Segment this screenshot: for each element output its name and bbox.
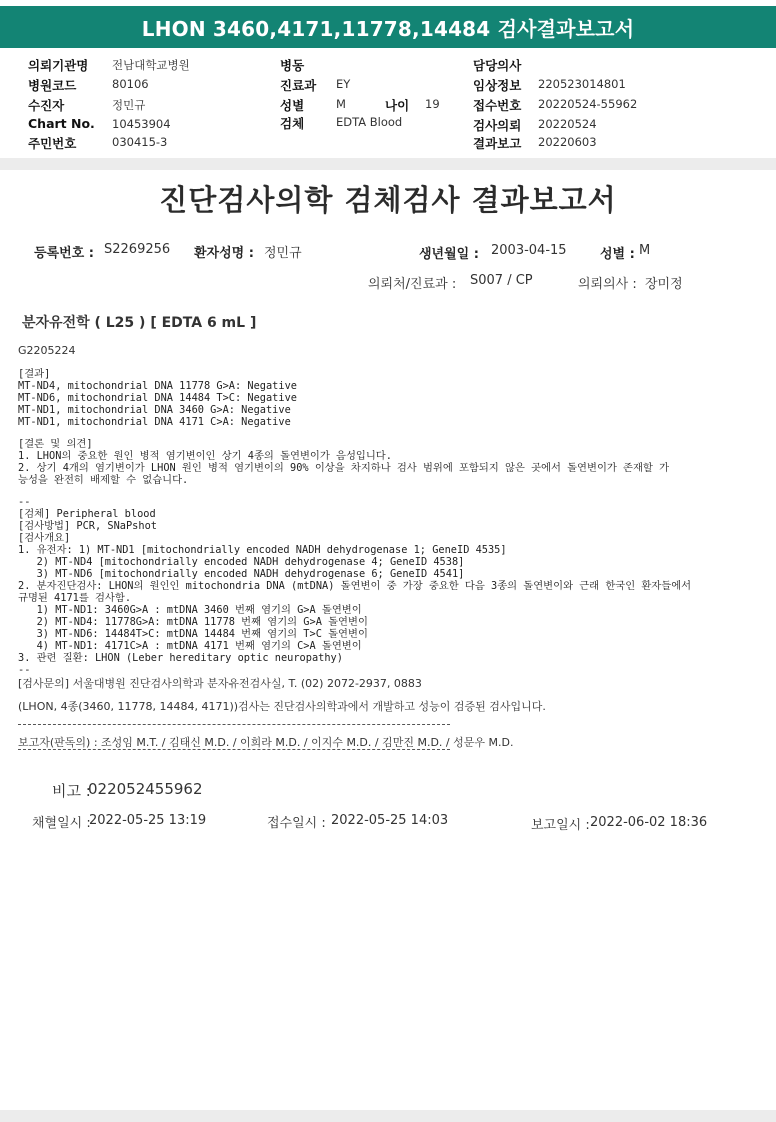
summary-label-request-date: 검사의뢰: [473, 118, 522, 133]
referring-doctor-value: 장미정: [645, 277, 683, 292]
section-heading: 분자유전학 ( L25 ) [ EDTA 6 mL ]: [22, 315, 257, 331]
summary-value-sex: M: [336, 97, 346, 111]
summary-value-department: EY: [336, 77, 351, 91]
registration-value: S2269256: [104, 242, 171, 257]
patient-name-value: 정민규: [264, 246, 302, 261]
summary-label-ward: 병동: [280, 58, 305, 73]
summary-label-patient: 수진자: [28, 98, 65, 113]
reporter-line: 보고자(판독의) : 조성임 M.T. / 김태신 M.D. / 이희라 M.D. / 이지수 M.D. / 김만진 M.D. / 성문우 M.D.: [18, 736, 514, 749]
dashed-rule-bottom: [18, 749, 450, 750]
department-value: S007 / CP: [470, 273, 533, 288]
summary-label-sex: 성별: [280, 98, 305, 113]
summary-label-chart-no: Chart No.: [28, 116, 95, 131]
summary-value-chart-no: 10453904: [112, 117, 171, 131]
specimen-id: G2205224: [18, 344, 76, 357]
summary-label-age: 나이: [385, 98, 410, 113]
birthdate-label: 생년월일 :: [419, 247, 479, 262]
report-time-label: 보고일시 :: [531, 818, 590, 833]
patient-name-label: 환자성명 :: [194, 246, 254, 261]
summary-value-request-date: 20220524: [538, 117, 597, 131]
development-note: (LHON, 4종(3460, 11778, 14484, 4171))검사는 진단검사의학과에서 개발하고 성능이 검증된 검사입니다.: [18, 700, 546, 713]
summary-value-institution: 전남대학교병원: [112, 58, 190, 72]
collection-value: 2022-05-25 13:19: [89, 813, 207, 828]
registration-label: 등록번호 :: [34, 246, 94, 261]
summary-value-resident-no: 030415-3: [112, 135, 168, 149]
dashed-rule-top: [18, 724, 450, 725]
separator-band: [0, 158, 776, 170]
results-block: [결과] MT-ND4, mitochondrial DNA 11778 G>A: Negative MT-ND6, mitochondrial DNA 14484 T>C: Negative MT-ND1, mitochondrial DNA 3460 G>A: Negative MT-ND1, mitochondrial DNA 4171 C>A: Negative: [18, 368, 297, 428]
summary-value-clinical-info: 220523014801: [538, 77, 626, 91]
summary-label-hospital-code: 병원코드: [28, 78, 77, 93]
sex-label: 성별 :: [600, 247, 635, 262]
referring-doctor-label: 의뢰의사 :: [578, 277, 637, 292]
report-time-value: 2022-06-02 18:36: [590, 815, 708, 830]
summary-label-clinical-info: 임상정보: [473, 78, 522, 93]
conclusion-block: [결론 및 의견] 1. LHON의 중요한 원인 병적 염기변이인 상기 4종의 돌연변이가 음성입니다. 2. 상기 4개의 염기변이가 LHON 원인 병적 염기변이의 90% 이상을 차지하나 검사 범위에 포함되지 않은 곳에서 돌연변이가 존재할 가 능성을 완전히 배제할 수 없습니다.: [18, 438, 670, 486]
note-label: 비고 :: [52, 782, 91, 800]
summary-label-resident-no: 주민번호: [28, 136, 77, 151]
summary-label-doctor: 담당의사: [473, 58, 522, 73]
test-detail-block: -- [검체] Peripheral blood [검사방법] PCR, SNaPshot [검사개요] 1. 유전자: 1) MT-ND1 [mitochondrially encoded NADH dehydrogenase 1; GeneID 4535] 2) MT-ND4 [mitochondrially encoded NADH dehydrogenase 4; GeneID 4538] 3) MT-ND6 [mitochondrially encoded NADH dehydrogenase 6; GeneID 4541] 2. 분자진단검사: LHON의 원인인 mitochondria DNA (mtDNA) 돌연변이 중 가장 중요한 다음 3종의 돌연변이와 근래 한국인 환자들에서 규명된 4171를 검사함. 1) MT-ND1: 3460G>A : mtDNA 3460 번째 염기의 G>A 돌연변이 2) MT-ND4: 11778G>A: mtDNA 11778 번째 염기의 G>A 돌연변이 3) MT-ND6: 14484T>C: mtDNA 14484 번째 염기의 T>C 돌연변이 4) MT-ND1: 4171C>A : mtDNA 4171 번째 염기의 C>A 돌연변이 3. 관련 질환: LHON (Leber hereditary optic neuropathy) --: [18, 496, 692, 676]
summary-value-report-date: 20220603: [538, 135, 597, 149]
summary-label-report-date: 결과보고: [473, 136, 522, 151]
receipt-label: 접수일시 :: [267, 816, 326, 831]
document-title: 진단검사의학 검체검사 결과보고서: [159, 183, 617, 217]
summary-value-patient: 정민규: [112, 98, 146, 112]
summary-value-specimen: EDTA Blood: [336, 115, 403, 129]
inquiry-text: [검사문의] 서울대병원 진단검사의학과 분자유전검사실, T. (02) 2072-2937, 0883: [18, 677, 422, 690]
receipt-value: 2022-05-25 14:03: [331, 813, 449, 828]
birthdate-value: 2003-04-15: [491, 243, 567, 258]
summary-value-hospital-code: 80106: [112, 77, 149, 91]
sex-value: M: [639, 243, 651, 258]
summary-value-receipt-no: 20220524-55962: [538, 97, 638, 111]
summary-label-institution: 의뢰기관명: [28, 58, 89, 73]
summary-label-receipt-no: 접수번호: [473, 98, 522, 113]
bottom-band: [0, 1110, 776, 1122]
department-label: 의뢰처/진료과 :: [368, 277, 457, 292]
summary-panel: [0, 52, 776, 152]
collection-label: 채혈일시 :: [32, 816, 91, 831]
summary-label-department: 진료과: [280, 78, 317, 93]
report-header-title: LHON 3460,4171,11778,14484 검사결과보고서: [0, 6, 776, 48]
summary-label-specimen: 검체: [280, 116, 305, 131]
note-value: 022052455962: [88, 780, 203, 798]
summary-value-age: 19: [425, 97, 440, 111]
